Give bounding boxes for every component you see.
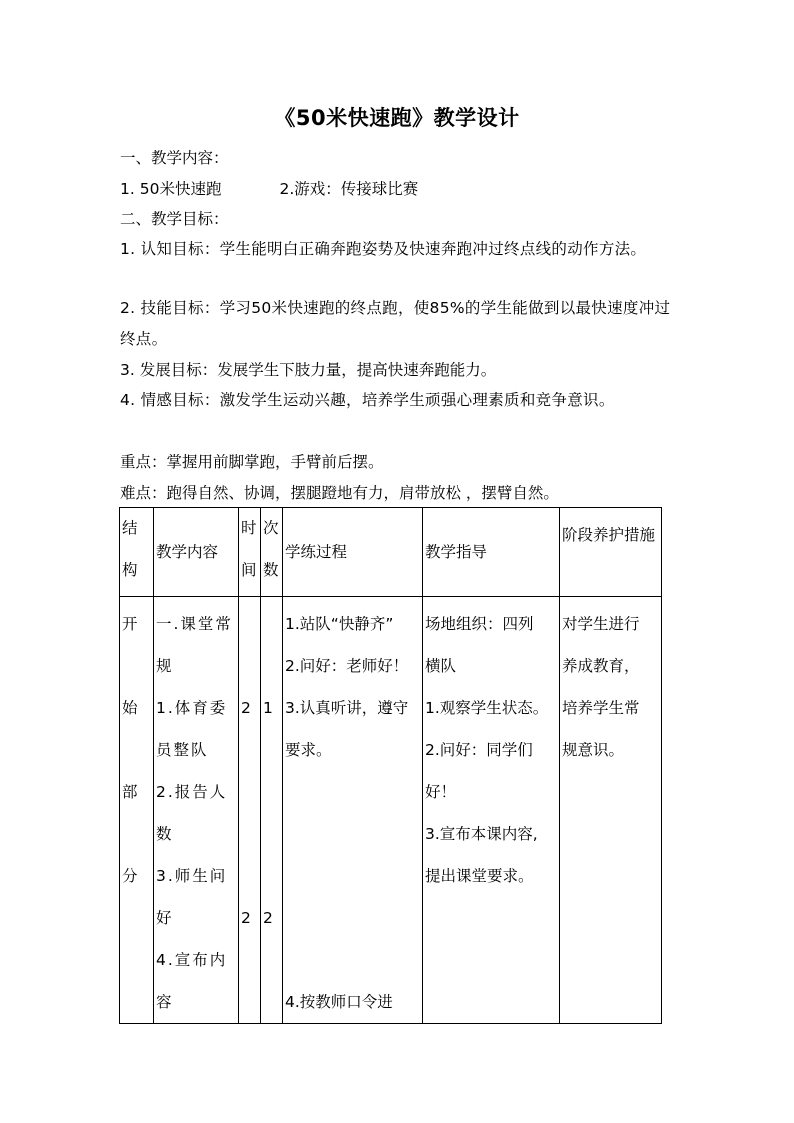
cell-guidance: [423, 597, 560, 1024]
structure-char: 开: [122, 615, 138, 633]
header-content: 教学内容: [154, 508, 239, 597]
difficulty-point: 难点：跑得自然、协调，摆腿蹬地有力，肩带放松 ，摆臂自然。: [120, 484, 559, 502]
header-process: 学练过程: [283, 508, 423, 597]
header-time-line: 间: [241, 561, 257, 579]
content-line: 一.课堂常: [156, 615, 233, 633]
structure-char: 分: [122, 867, 138, 885]
guidance-line: 3.宣布本课内容,: [425, 825, 538, 843]
cell-time: [239, 597, 261, 1024]
cell-content: [154, 597, 239, 1024]
document-title: 《50米快速跑》教学设计: [274, 106, 520, 130]
header-structure: [120, 508, 154, 597]
content-line: 2.报告人: [156, 783, 228, 801]
section2-heading: 二、教学目标：: [120, 210, 229, 228]
table-row: [120, 597, 662, 1024]
header-count: [261, 508, 283, 597]
content-items: [120, 177, 680, 201]
header-guidance: 教学指导: [423, 508, 560, 597]
header-count-line: 次: [263, 519, 279, 537]
count-value: 1: [263, 699, 273, 717]
process-line: 要求。: [285, 741, 332, 759]
header-structure-line: 构: [122, 561, 138, 579]
goal-skill: 2. 技能目标：学习50米快速跑的终点跑，使85%的学生能做到以最快速度冲过终点。: [120, 299, 671, 348]
header-care: 阶段养护措施: [560, 508, 662, 597]
time-value: 2: [241, 909, 251, 927]
content-line: 数: [156, 825, 174, 843]
guidance-line: 横队: [425, 657, 457, 675]
content-line: 规: [156, 657, 174, 675]
process-line: 1.站队“快静齐”: [285, 615, 394, 633]
goal-cognitive: 1. 认知目标：学生能明白正确奔跑姿势及快速奔跑冲过终点线的动作方法。: [120, 240, 647, 258]
process-line: [285, 771, 422, 813]
process-line: [285, 897, 422, 939]
content-line: 员整队: [156, 741, 209, 759]
care-line: 规意识。: [562, 741, 625, 759]
care-line: 养成教育，: [562, 657, 640, 675]
content-item-1: 1. 50米快速跑: [120, 180, 222, 198]
key-point: 重点：掌握用前脚掌跑，手臂前后摆。: [120, 453, 384, 471]
content-line: 容: [156, 993, 174, 1011]
guidance-line: 提出课堂要求。: [425, 867, 534, 885]
header-structure-line: 结: [122, 519, 138, 537]
cell-process: [283, 597, 423, 1024]
cell-care: [560, 597, 662, 1024]
header-count-line: 数: [263, 561, 279, 579]
structure-char: 部: [122, 783, 138, 801]
content-line: 3.师生问: [156, 867, 228, 885]
time-value: 2: [241, 699, 251, 717]
process-line: [285, 939, 422, 981]
goal-development: 3. 发展目标：发展学生下肢力量，提高快速奔跑能力。: [120, 361, 497, 379]
process-line: [285, 813, 422, 855]
guidance-line: 场地组织：四列: [425, 615, 534, 633]
care-line: 培养学生常: [562, 699, 640, 717]
content-line: 4.宣布内: [156, 951, 228, 969]
structure-char: 始: [122, 699, 138, 717]
content-line: 1.体育委: [156, 699, 228, 717]
section1-heading: 一、教学内容：: [120, 149, 229, 167]
care-line: 对学生进行: [562, 615, 640, 633]
header-time-line: 时: [241, 519, 257, 537]
process-line: 4.按教师口令进: [285, 993, 393, 1011]
goal-emotional: 4. 情感目标：激发学生运动兴趣，培养学生顽强心理素质和竞争意识。: [120, 391, 615, 409]
count-value: 2: [263, 909, 273, 927]
content-line: 好: [156, 909, 174, 927]
guidance-line: 1.观察学生状态。: [425, 699, 549, 717]
header-time: [239, 508, 261, 597]
process-line: 3.认真听讲，遵守: [285, 699, 409, 717]
table-header-row: [120, 508, 662, 597]
process-line: [285, 855, 422, 897]
guidance-line: 好！: [425, 783, 457, 801]
lesson-plan-table: [119, 507, 662, 1024]
guidance-line: 2.问好：同学们: [425, 741, 533, 759]
cell-count: [261, 597, 283, 1024]
process-line: 2.问好：老师好！: [285, 657, 409, 675]
cell-structure: [120, 597, 154, 1024]
content-item-2: 2.游戏：传接球比赛: [279, 180, 419, 198]
